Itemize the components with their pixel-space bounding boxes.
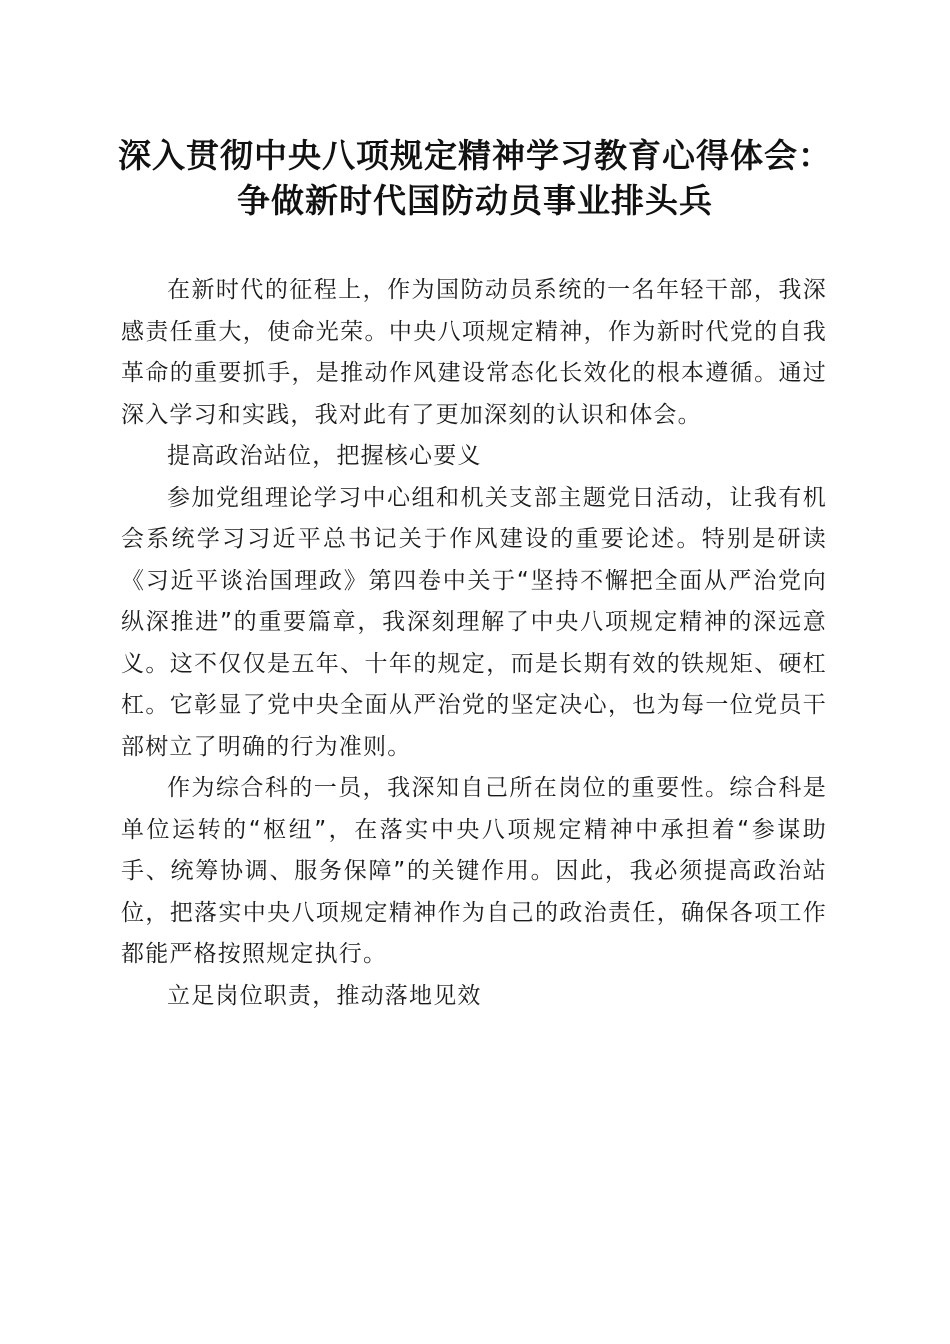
document-body	[121, 270, 827, 1017]
paragraph-study: 参加党组理论学习中心组和机关支部主题党日活动，让我有机会系统学习习近平总书记关于作风建设的重要论述。特别是研读《习近平谈治国理政》第四卷中关于“坚持不懈把全面从严治党向纵深推进”的重要篇章，我深刻理解了中央八项规定精神的深远意义。这不仅仅是五年、十年的规定，而是长期有效的铁规矩、硬杠杠。它彰显了党中央全面从严治党的坚定决心，也为每一位党员干部树立了明确的行为准则。	[121, 484, 827, 760]
section-heading-2: 立足岗位职责，推动落地见效	[167, 982, 482, 1009]
document-title-line-1: 深入贯彻中央八项规定精神学习教育心得体会：	[118, 136, 832, 175]
section-heading-1: 提高政治站位，把握核心要义	[167, 443, 482, 469]
paragraph-intro: 在新时代的征程上，作为国防动员系统的一名年轻干部，我深感责任重大，使命光荣。中央八项规定精神，作为新时代党的自我革命的重要抓手，是推动作风建设常态化长效化的根本遵循。通过深入学习和实践，我对此有了更加深刻的认识和体会。	[121, 277, 827, 428]
paragraph-role: 作为综合科的一员，我深知自己所在岗位的重要性。综合科是单位运转的“枢纽”，在落实中央八项规定精神中承担着“参谋助手、统筹协调、服务保障”的关键作用。因此，我必须提高政治站位，把落实中央八项规定精神作为自己的政治责任，确保各项工作都能严格按照规定执行。	[121, 775, 827, 967]
document-title-line-2: 争做新时代国防动员事业排头兵	[237, 181, 713, 220]
